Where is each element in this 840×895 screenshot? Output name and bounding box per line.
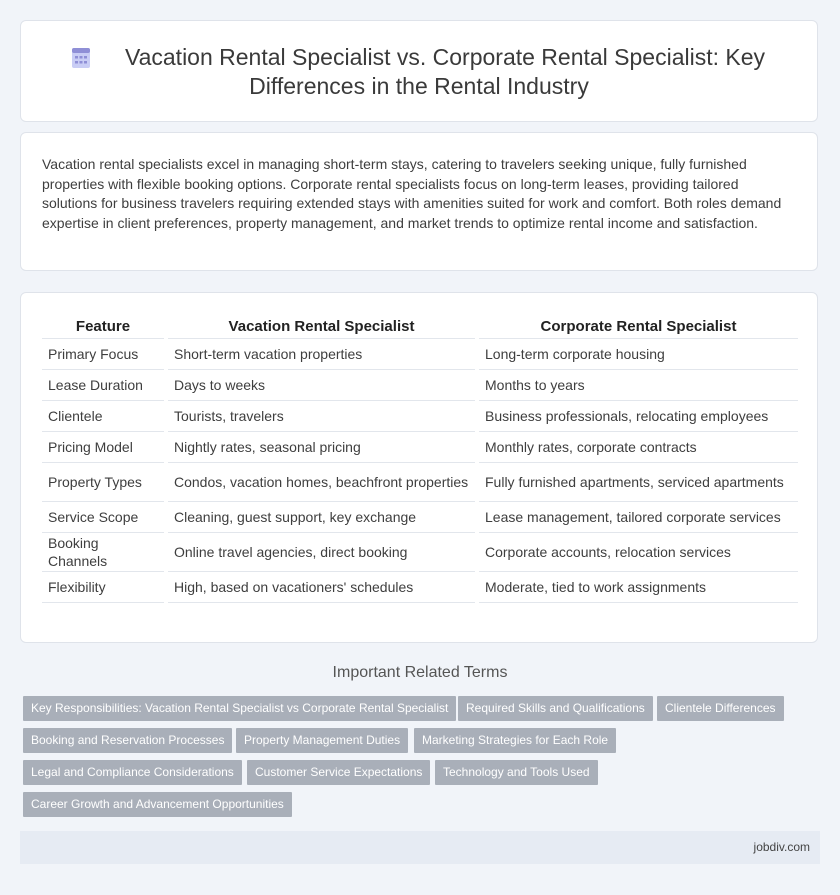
footer <box>20 831 820 864</box>
feature-cell: Clientele <box>42 401 164 432</box>
comparison-table <box>42 315 798 603</box>
related-terms-title: Important Related Terms <box>332 664 508 681</box>
feature-cell: Primary Focus <box>42 339 164 370</box>
table-row <box>42 533 798 572</box>
feature-cell: Flexibility <box>42 572 164 603</box>
table-row <box>42 572 798 603</box>
corporate-cell: Lease management, tailored corporate services <box>479 502 798 533</box>
related-term-tag[interactable]: Clientele Differences <box>657 696 784 721</box>
corporate-cell: Moderate, tied to work assignments <box>479 572 798 603</box>
related-term-tag[interactable]: Key Responsibilities: Vacation Rental Specialist vs Corporate Rental Specialist <box>23 696 456 721</box>
vacation-cell: Cleaning, guest support, key exchange <box>168 502 475 533</box>
related-term-tag[interactable]: Marketing Strategies for Each Role <box>414 728 616 753</box>
table-row <box>42 502 798 533</box>
page-title-line-2: Differences in the Rental Industry <box>249 73 589 99</box>
feature-cell: Property Types <box>42 463 164 502</box>
table-header-row <box>42 315 798 339</box>
vacation-cell: Days to weeks <box>168 370 475 401</box>
vacation-cell: Nightly rates, seasonal pricing <box>168 432 475 463</box>
related-term-tag[interactable]: Booking and Reservation Processes <box>23 728 232 753</box>
corporate-cell: Long-term corporate housing <box>479 339 798 370</box>
corporate-cell: Corporate accounts, relocation services <box>479 533 798 572</box>
table-header-vacation: Vacation Rental Specialist <box>168 315 475 339</box>
intro-card <box>20 132 818 271</box>
table-row <box>42 401 798 432</box>
vacation-cell: Short-term vacation properties <box>168 339 475 370</box>
intro-text: Vacation rental specialists excel in managing short-term stays, catering to travelers seeking unique, fully furnished properties with flexible booking options. Corporate rental specialists focus on long-term leases, providing tailored solutions for business travelers requiring extended stays with amenities suited for work and comfort. Both roles demand expertise in client preferences, property management, and market trends to optimize rental income and satisfaction. <box>42 156 782 231</box>
feature-cell: Service Scope <box>42 502 164 533</box>
related-term-tag[interactable]: Technology and Tools Used <box>435 760 598 785</box>
related-term-tag[interactable]: Required Skills and Qualifications <box>458 696 653 721</box>
vacation-cell: Condos, vacation homes, beachfront properties <box>168 463 475 502</box>
comparison-table-card <box>20 292 818 643</box>
corporate-cell: Fully furnished apartments, serviced apartments <box>479 463 798 502</box>
table-row <box>42 339 798 370</box>
vacation-cell: Tourists, travelers <box>168 401 475 432</box>
corporate-cell: Monthly rates, corporate contracts <box>479 432 798 463</box>
vacation-cell: Online travel agencies, direct booking <box>168 533 475 572</box>
table-row <box>42 370 798 401</box>
footer-site-link[interactable]: jobdiv.com <box>753 840 810 854</box>
feature-cell: Pricing Model <box>42 432 164 463</box>
feature-cell: Lease Duration <box>42 370 164 401</box>
related-term-tag[interactable]: Property Management Duties <box>236 728 408 753</box>
table-row <box>42 463 798 502</box>
related-term-tag[interactable]: Legal and Compliance Considerations <box>23 760 242 785</box>
corporate-cell: Months to years <box>479 370 798 401</box>
header-card <box>20 20 818 122</box>
feature-cell: Booking Channels <box>42 533 164 572</box>
table-header-corporate: Corporate Rental Specialist <box>479 315 798 339</box>
corporate-cell: Business professionals, relocating employees <box>479 401 798 432</box>
table-header-feature: Feature <box>42 315 164 339</box>
vacation-cell: High, based on vacationers' schedules <box>168 572 475 603</box>
table-row <box>42 432 798 463</box>
page-title-line-1: Vacation Rental Specialist vs. Corporate Rental Specialist: Key <box>124 44 766 70</box>
related-term-tag[interactable]: Customer Service Expectations <box>247 760 430 785</box>
related-term-tag[interactable]: Career Growth and Advancement Opportunities <box>23 792 292 817</box>
page-title <box>21 43 817 101</box>
